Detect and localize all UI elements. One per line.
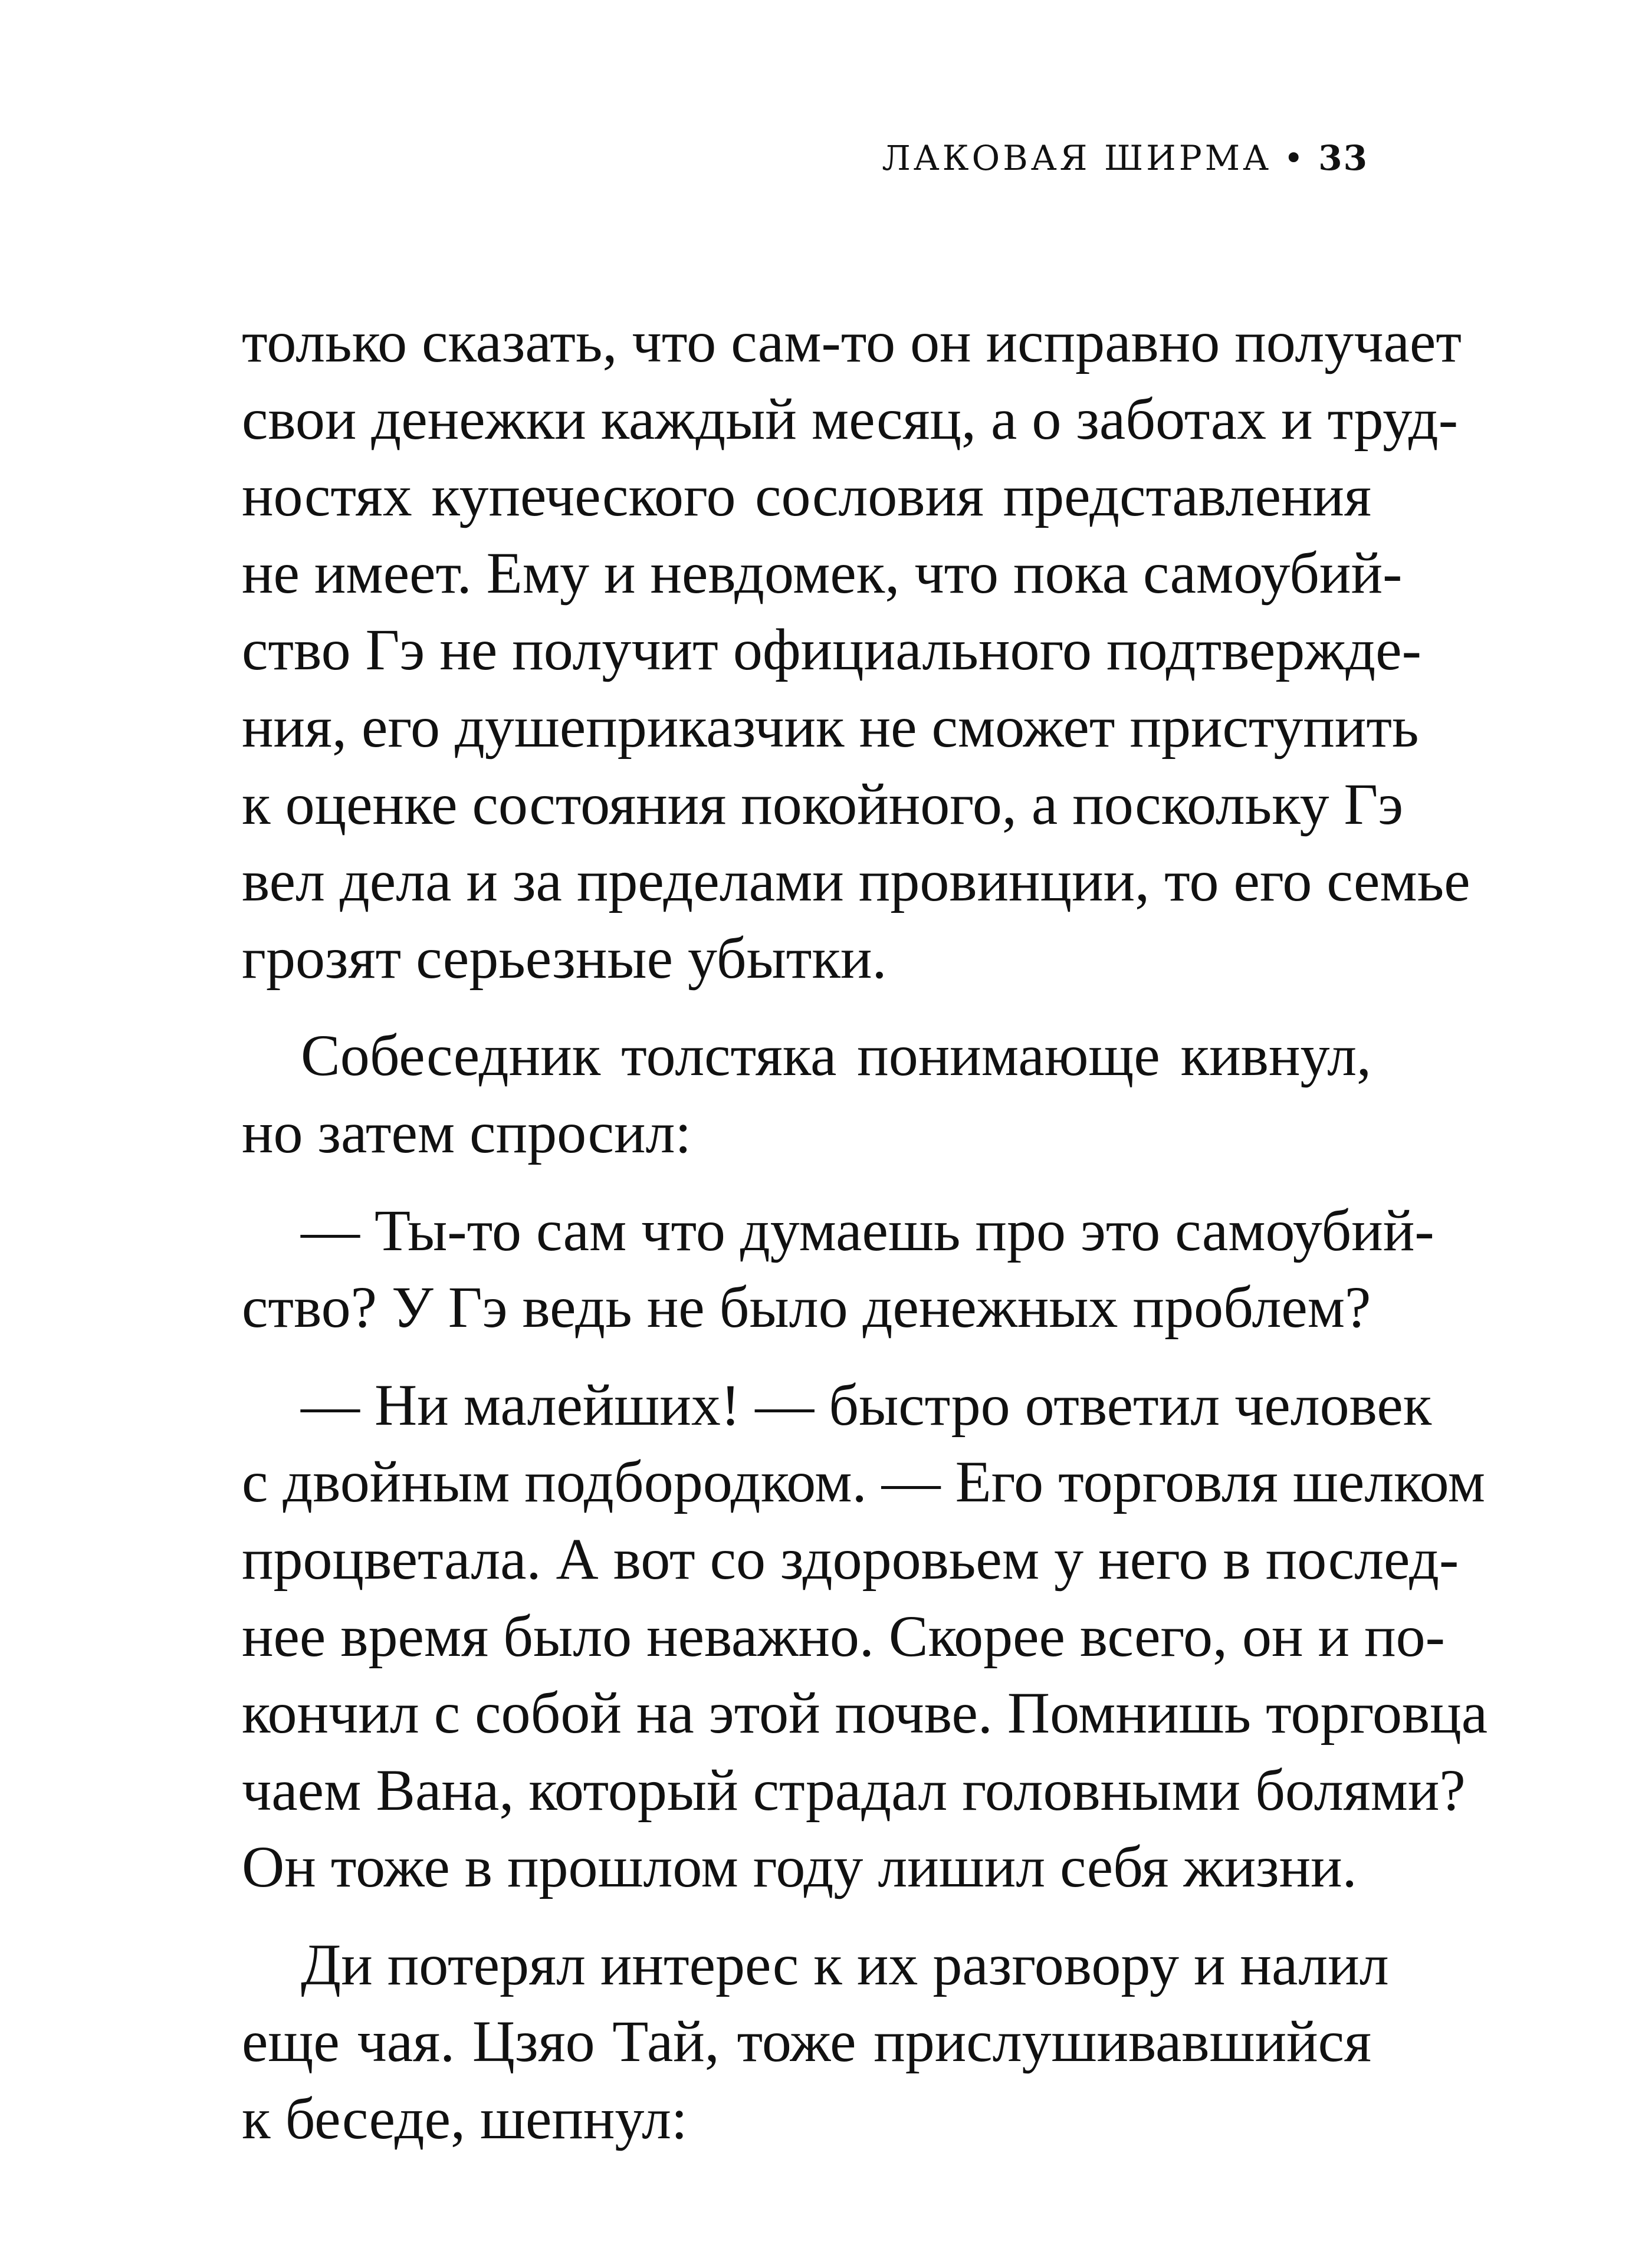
running-head-title: ЛАКОВАЯ ШИРМА [882, 138, 1272, 178]
text-line: Он тоже в прошлом году лишил себя жизни. [242, 1834, 1357, 1900]
text-line: только сказать, что сам-то он исправно получает [242, 309, 1462, 374]
text-line: свои денежки каждый месяц, а о заботах и труд- [242, 386, 1459, 452]
paragraph [242, 1927, 1389, 2158]
paragraph [242, 304, 1470, 997]
text-line: грозят серьезные убытки. [242, 925, 887, 991]
text-line: кончил с собой на этой почве. Помнишь торговца [242, 1680, 1488, 1746]
text-line: ство? У Гэ ведь не было денежных проблем? [242, 1274, 1371, 1340]
text-line: ния, его душеприказчик не сможет приступить [242, 693, 1419, 760]
text-line: — Ни малейших! — быстро ответил человек [301, 1372, 1432, 1438]
text-line: но затем спросил: [242, 1099, 692, 1165]
paragraph [242, 1192, 1434, 1346]
text-line: ство Гэ не получит официального подтвержде- [242, 617, 1421, 683]
text-line: вел дела и за пределами провинции, то его семье [242, 848, 1470, 914]
text-line: не имеет. Ему и невдомек, что пока самоубий- [242, 540, 1403, 606]
text-line: Ди потерял интерес к их разговору и налил [301, 1931, 1389, 1997]
paragraph [242, 1017, 1371, 1171]
text-line: — Ты-то сам что думаешь про это самоубий- [301, 1197, 1434, 1263]
page-number: 33 [1318, 138, 1368, 178]
paragraph [242, 1367, 1488, 1906]
text-line: еще чая. Цзяо Тай, тоже прислушивавшийся [242, 2009, 1371, 2075]
text-line: чаем Вана, который страдал головными болями? [242, 1757, 1466, 1823]
text-line: с двойным подбородком. — Его торговля шелком [242, 1449, 1486, 1515]
running-head [855, 134, 1368, 182]
text-line: процветала. А вот со здоровьем у него в послед- [242, 1526, 1459, 1592]
text-line: ностях купеческого сословия представления [242, 463, 1371, 529]
text-line: нее время было неважно. Скорее всего, он и по- [242, 1603, 1445, 1669]
running-head-separator: • [1283, 138, 1307, 178]
text-line: Собеседник толстяка понимающе кивнул, [301, 1023, 1371, 1089]
body-text [242, 304, 1488, 2158]
text-line: к беседе, шепнул: [242, 2086, 688, 2152]
text-line: к оценке состояния покойного, а поскольку Гэ [242, 771, 1404, 837]
